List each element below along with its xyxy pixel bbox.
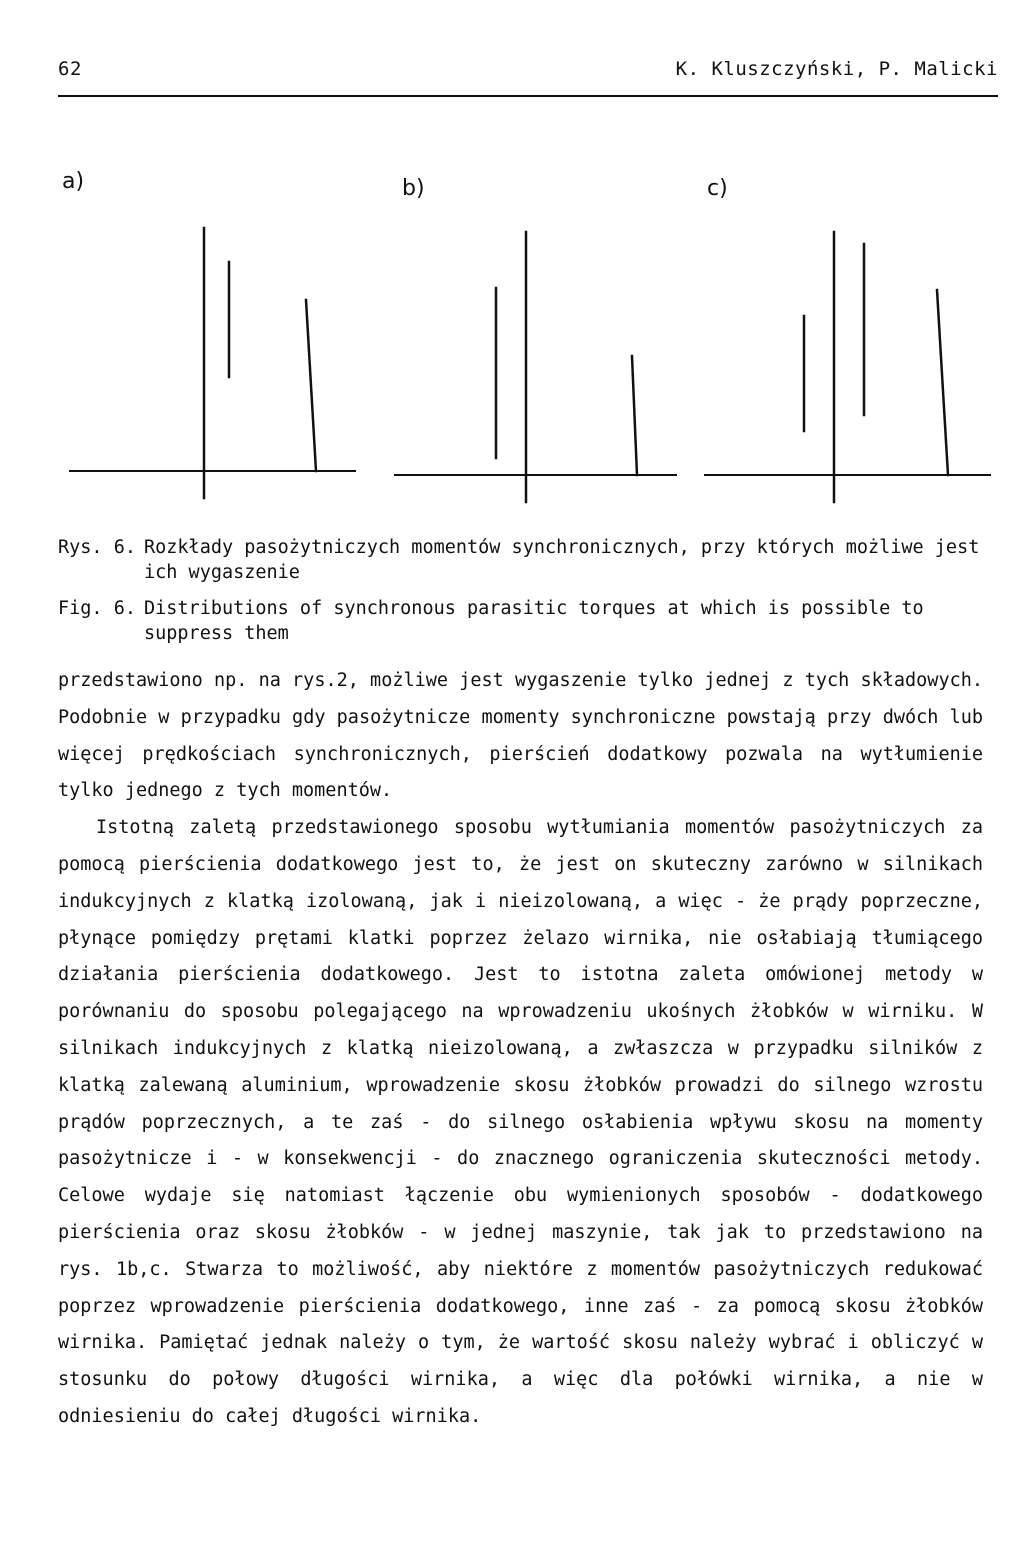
running-head-authors: K. Kluszczyński, P. Malicki [675,58,998,80]
panel-b-diagram [395,232,676,502]
panel-a-line-2 [306,300,316,471]
caption-text-english: Distributions of synchronous parasitic torques at which is possible to suppress them [144,598,924,644]
figure-6-diagram [0,140,1024,520]
figure-caption-english [58,596,998,646]
page-header [58,58,998,88]
body-text [58,663,983,1436]
body-paragraph-1: przedstawiono np. na rys.2, możliwe jest wygaszenie tylko jednej z tych składowych. Podobnie w przypadku gdy pasożytnicze momenty synchroniczne powstają przy dwóch lub więcej prędkościach synchronicznych, pierścień dodatkowy pozwala na wytłumienie tylko jednego z tych momentów. [58,670,983,802]
panel-c-line-3 [937,290,948,475]
panel-label-a: a) [62,169,85,194]
header-rule [58,95,998,97]
figure-6 [0,140,1024,520]
caption-label-polish: Rys. 6. [58,537,136,558]
panel-b-line-2 [632,356,637,475]
panel-c-diagram [705,232,990,502]
panel-label-b: b) [402,176,425,201]
panel-label-c: c) [707,176,728,201]
caption-text-polish: Rozkłady pasożytniczych momentów synchronicznych, przy których możliwe jest ich wygaszenie [144,537,980,583]
body-paragraph-2: Istotną zaletą przedstawionego sposobu wytłumiania momentów pasożytniczych za pomocą pierścienia dodatkowego jest to, że jest on skuteczny zarówno w silnikach indukcyjnych z klatką izolowaną, jak i nieizolowaną, a więc - że prądy poprzeczne, płynące pomiędzy prętami klatki poprzez żelazo wirnika, nie osłabiają tłumiącego działania pierścienia dodatkowego. Jest to istotna zaleta omówionej metody w porównaniu do sposobu polegającego na wprowadzeniu ukośnych żłobków w wirniku. W silnikach indukcyjnych z klatką nieizolowaną, a zwłaszcza w przypadku silników z klatką zalewaną aluminium, wprowadzenie skosu żłobków prowadzi do silnego wzrostu prądów poprzecznych, a te zaś - do silnego osłabienia wpływu skosu na momenty pasożytnicze i - w konsekwencji - do znacznego ograniczenia skuteczności metody. Celowe wydaje się natomiast łączenie obu wymienionych sposobów - dodatkowego pierścienia oraz skosu żłobków - w jednej maszynie, tak jak to przedstawiono na rys. 1b,c. Stwarza to możliwość, aby niektóre z momentów pasożytniczych redukować poprzez wprowadzenie pierścienia dodatkowego, inne zaś - za pomocą skosu żłobków wirnika. Pamiętać jednak należy o tym, że wartość skosu należy wybrać i obliczyć w stosunku do połowy długości wirnika, a więc dla połówki wirnika, a nie w odniesieniu do całej długości wirnika. [58,817,983,1427]
figure-caption-polish [58,535,998,585]
page-number: 62 [58,58,82,80]
panel-a-diagram [70,228,355,498]
caption-label-english: Fig. 6. [58,598,136,619]
